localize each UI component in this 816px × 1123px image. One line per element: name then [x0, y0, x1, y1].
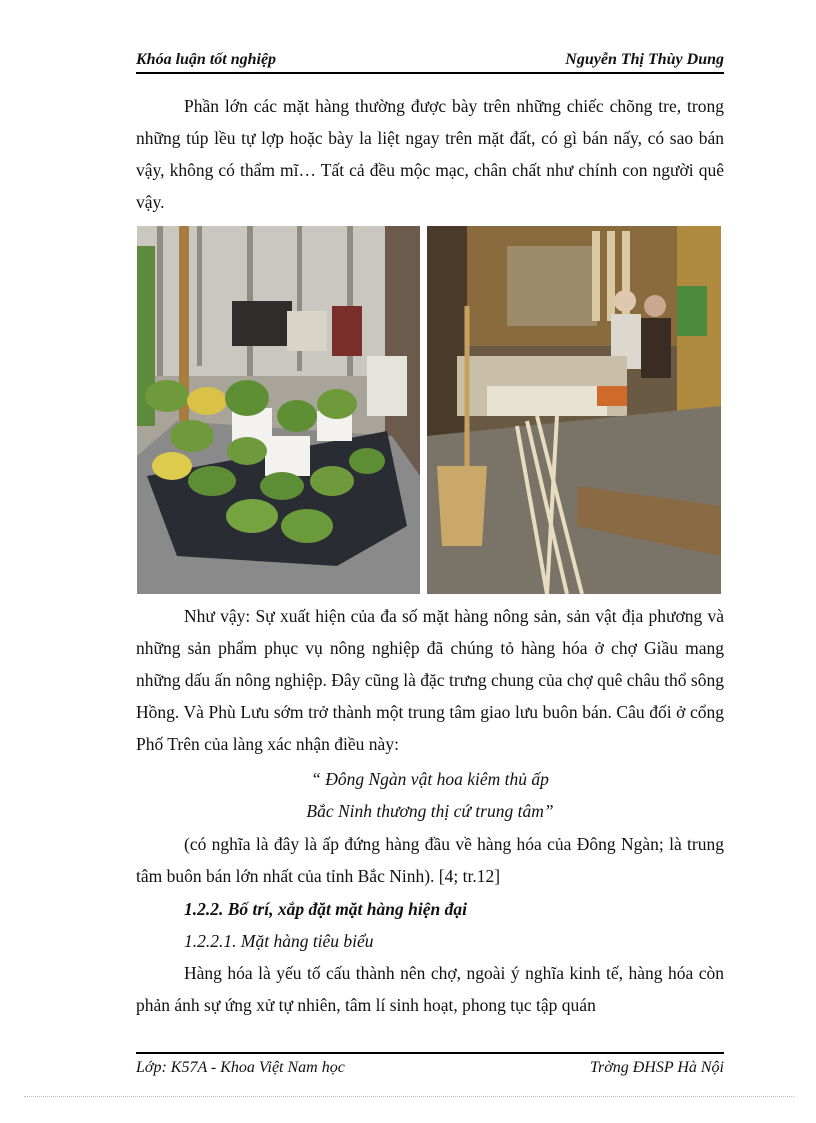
quote-line-2: Bắc Ninh thương thị cứ trung tâm” — [306, 801, 554, 821]
footer-class-info: Lớp: K57A - Khoa Việt Nam học — [136, 1059, 345, 1076]
photo-sellers-stall — [427, 226, 721, 594]
paragraph-goods-significance: Hàng hóa là yếu tố cấu thành nên chợ, ngoài ý nghĩa kinh tế, hàng hóa còn phản ánh sự ứng xử tự nhiên, tâm lí sinh hoạt, phong tục tập quán — [136, 963, 724, 1015]
page-bottom-divider — [24, 1096, 794, 1097]
page-header — [136, 48, 724, 74]
footer-university: Trờng ĐHSP Hà Nội — [589, 1059, 724, 1076]
quote-line-1: “ Đông Ngàn vật hoa kiêm thủ ấp — [311, 769, 549, 789]
photo-banana-stall — [137, 226, 420, 594]
paragraph-market-goods: Phần lớn các mặt hàng thường được bày trên những chiếc chõng tre, trong những túp lều tự lợp hoặc bày la liệt ngay trên mặt đất, có gì bán nấy, có sao bán vậy, không có thẩm mĩ… Tất cả đều mộc mạc, chân chất như chính con người quê vậy. — [136, 96, 724, 212]
paragraph-agricultural-goods: Như vậy: Sự xuất hiện của đa số mặt hàng nông sản, sản vật địa phương và những sản phẩm phục vụ nông nghiệp đã chúng tỏ hàng hóa ở chợ Giầu mang những dấu ấn nông nghiệp. Đây cũng là đặc trưng chung của chợ quê châu thổ sông Hồng. Và Phù Lưu sớm trở thành một trung tâm giao lưu buôn bán. Câu đối ở cổng Phố Trên của làng xác nhận điều này: — [136, 606, 724, 754]
subsection-heading-1-2-2-1: 1.2.2.1. Mặt hàng tiêu biểu — [184, 931, 374, 951]
page-footer — [136, 1052, 724, 1082]
section-heading-1-2-2: 1.2.2. Bố trí, xắp đặt mặt hàng hiện đại — [184, 899, 467, 919]
header-author-name: Nguyễn Thị Thùy Dung — [565, 51, 724, 68]
header-thesis-title: Khóa luận tốt nghiệp — [136, 51, 277, 68]
paragraph-quote-meaning: (có nghĩa là đây là ấp đứng hàng đầu về hàng hóa của Đông Ngàn; là trung tâm buôn bán lớn nhất của tỉnh Bắc Ninh). [4; tr.12] — [136, 834, 724, 886]
